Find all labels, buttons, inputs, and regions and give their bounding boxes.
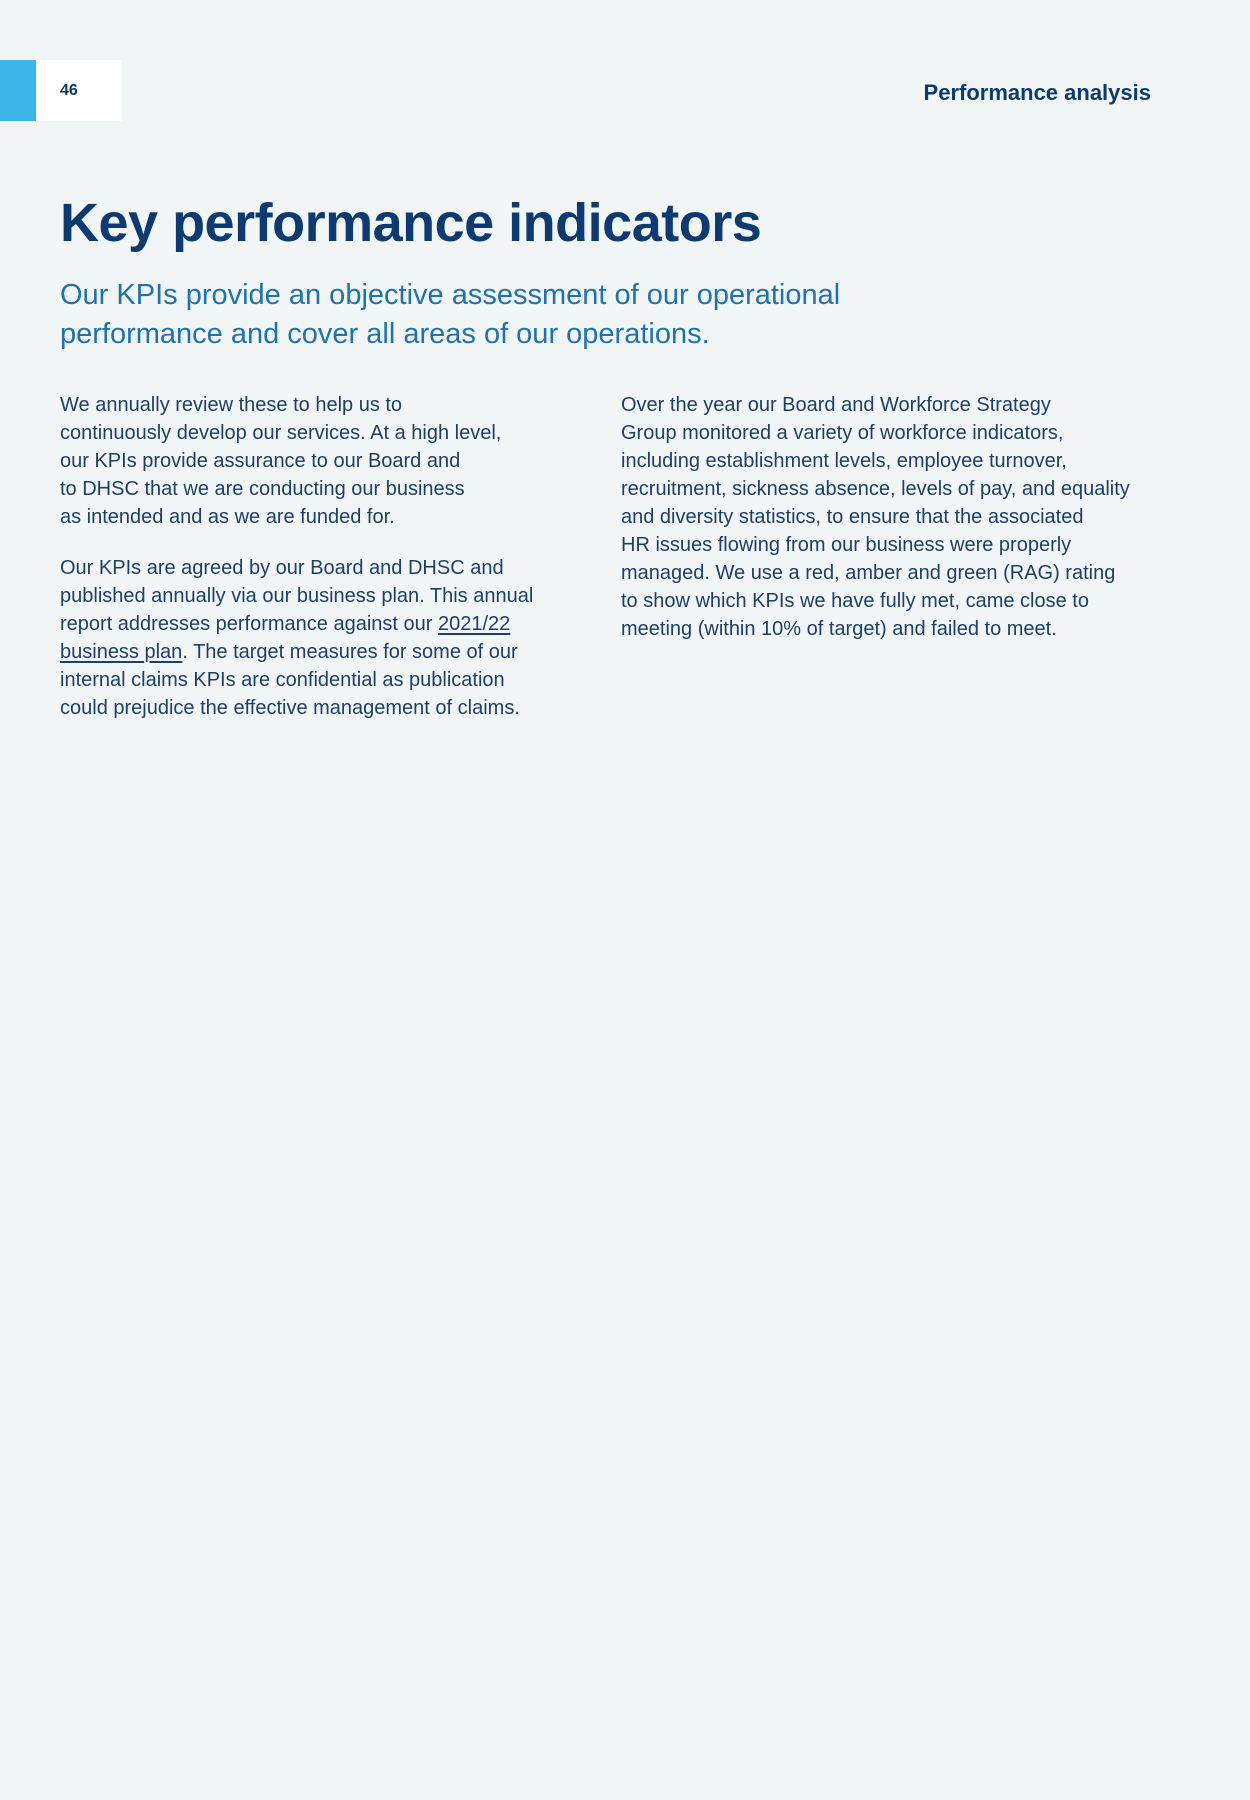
section-label: Performance analysis [923,80,1151,105]
text-line [60,638,560,666]
text-line: internal claims KPIs are confidential as publication [60,669,505,691]
text-line: as intended and as we are funded for. [60,506,395,528]
business-plan-link[interactable]: business plan [60,641,183,663]
text-segment: . The target measures for some of our [182,641,518,663]
page-title: Key performance indicators [60,193,762,253]
text-line [60,610,560,638]
page-number: 46 [60,81,78,99]
text-line: published annually via our business plan. This annual [60,585,534,607]
text-line: Our KPIs are agreed by our Board and DHSC and [60,557,504,579]
intro-text [60,276,860,354]
text-line: to DHSC that we are conducting our business [60,478,465,500]
text-line: managed. We use a red, amber and green (RAG) rating [621,562,1116,584]
paragraph [60,554,560,722]
text-line: our KPIs provide assurance to our Board and [60,450,461,472]
text-line: and diversity statistics, to ensure that the associated [621,506,1084,528]
text-segment: report addresses performance against our [60,613,438,635]
intro-line: performance and cover all areas of our operations. [60,318,710,350]
text-line: could prejudice the effective management of claims. [60,697,520,719]
text-line: We annually review these to help us to [60,394,403,416]
text-line: HR issues flowing from our business were properly [621,534,1072,556]
paragraph [60,391,560,531]
intro-line: Our KPIs provide an objective assessment of our operational [60,279,841,311]
text-line: meeting (within 10% of target) and failed to meet. [621,618,1057,640]
text-line: Over the year our Board and Workforce Strategy [621,394,1051,416]
text-line: continuously develop our services. At a high level, [60,422,502,444]
page-tab-accent [0,60,36,121]
business-plan-link[interactable]: 2021/22 [437,613,511,635]
text-line: including establishment levels, employee turnover, [621,450,1067,472]
left-column [60,391,560,745]
page-number-box [36,60,122,121]
paragraph [621,391,1141,643]
text-line: Group monitored a variety of workforce indicators, [621,422,1064,444]
text-line: to show which KPIs we have fully met, came close to [621,590,1089,612]
text-line: recruitment, sickness absence, levels of pay, and equality [621,478,1130,500]
right-column [621,391,1141,666]
